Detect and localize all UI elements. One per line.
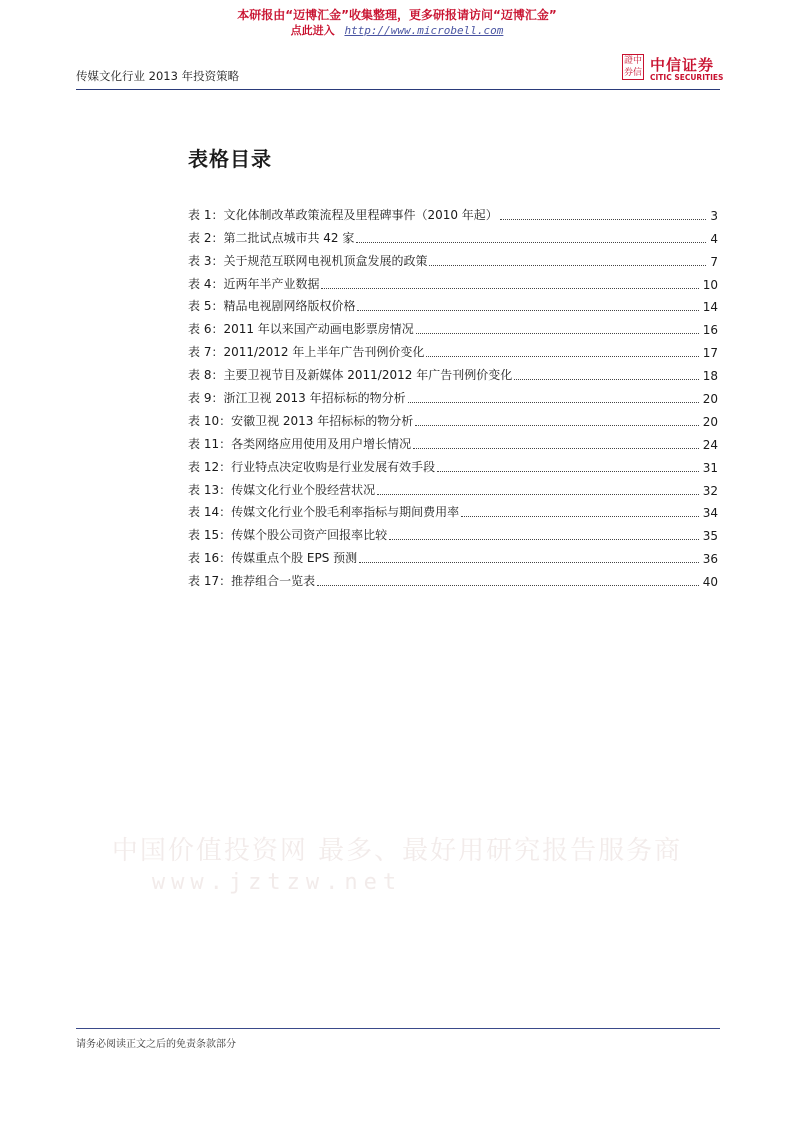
- toc-leader-dots: [317, 585, 699, 586]
- toc-entry[interactable]: [188, 337, 718, 360]
- logo-name-en: CITIC SECURITIES: [650, 73, 724, 82]
- toc-entry-label: 表 3：关于规范互联网电视机顶盒发展的政策: [188, 253, 428, 268]
- toc-leader-dots: [357, 310, 698, 311]
- toc-entry[interactable]: [188, 566, 718, 589]
- toc-entry[interactable]: [188, 498, 718, 521]
- toc-entry-page: 3: [710, 208, 718, 223]
- toc-leader-dots: [416, 333, 699, 334]
- toc-entry-page: 14: [702, 300, 718, 315]
- toc-leader-dots: [321, 288, 698, 289]
- toc-entry-label: 表 10：安徽卫视 2013 年招标标的物分析: [188, 413, 414, 428]
- toc-entry[interactable]: [188, 314, 718, 337]
- toc-entry-label: 表 17：推荐组合一览表: [188, 574, 316, 589]
- toc-leader-dots: [514, 379, 699, 380]
- toc-entry-page: 7: [710, 254, 718, 269]
- toc-entry[interactable]: [188, 292, 718, 315]
- toc-entry-page: 40: [702, 575, 718, 590]
- toc-entry[interactable]: [188, 360, 718, 383]
- toc-entry-page: 16: [702, 323, 718, 338]
- toc-entry-page: 24: [702, 437, 718, 452]
- toc-entry-page: 36: [702, 552, 718, 567]
- report-title: 传媒文化行业 2013 年投资策略: [76, 69, 240, 83]
- toc-entry-label: 表 4：近两年半产业数据: [188, 276, 320, 291]
- toc-leader-dots: [389, 539, 699, 540]
- toc-entry-label: 表 8：主要卫视节目及新媒体 2011/2012 年广告刊例价变化: [188, 368, 513, 383]
- promo-banner-line1: 本研报由“迈博汇金”收集整理，更多研报请访问“迈博汇金”: [237, 8, 557, 22]
- promo-banner-line2: [0, 22, 794, 38]
- watermark-line1: 中国价值投资网 最多、最好用研究报告服务商: [111, 836, 683, 866]
- toc-entry-label: 表 7：2011/2012 年上半年广告刊例价变化: [188, 345, 425, 360]
- toc-leader-dots: [408, 402, 699, 403]
- toc-entry-label: 表 5：精品电视剧网络版权价格: [188, 299, 356, 314]
- toc-entry-label: 表 2：第二批试点城市共 42 家: [188, 230, 355, 245]
- toc-entry-page: 4: [710, 231, 718, 246]
- toc-entry-label: 表 9：浙江卫视 2013 年招标标的物分析: [188, 391, 406, 406]
- promo-prefix: 点此进入: [290, 24, 335, 37]
- toc-entry[interactable]: [188, 429, 718, 452]
- toc-leader-dots: [437, 471, 699, 472]
- table-of-contents: [188, 200, 718, 589]
- toc-entry[interactable]: [188, 520, 718, 543]
- toc-leader-dots: [429, 265, 706, 266]
- toc-entry-page: 18: [702, 369, 718, 384]
- toc-leader-dots: [356, 242, 706, 243]
- toc-entry-label: 表 6：2011 年以来国产动画电影票房情况: [188, 322, 414, 337]
- toc-entry[interactable]: [188, 543, 718, 566]
- toc-entry-page: 17: [702, 346, 718, 361]
- toc-leader-dots: [359, 562, 699, 563]
- logo-name-cn: 中信证券: [650, 56, 715, 74]
- toc-entry[interactable]: [188, 452, 718, 475]
- logo-mark: 證中券信: [623, 56, 642, 78]
- toc-entry-page: 35: [702, 529, 718, 544]
- toc-leader-dots: [426, 356, 698, 357]
- toc-entry-label: 表 1：文化体制改革政策流程及里程碑事件（2010 年起）: [188, 207, 498, 222]
- toc-leader-dots: [377, 494, 699, 495]
- citic-logo: [622, 54, 732, 84]
- toc-leader-dots: [415, 425, 698, 426]
- toc-entry-label: 表 11：各类网络应用使用及用户增长情况: [188, 436, 412, 451]
- toc-entry[interactable]: [188, 200, 718, 223]
- toc-heading: 表格目录: [188, 147, 272, 171]
- toc-leader-dots: [461, 516, 699, 517]
- watermark-line2: www.jztzw.net: [151, 870, 403, 895]
- toc-leader-dots: [413, 448, 699, 449]
- footer-divider: [76, 1028, 720, 1029]
- toc-entry[interactable]: [188, 383, 718, 406]
- toc-entry-page: 20: [702, 414, 718, 429]
- toc-entry[interactable]: [188, 269, 718, 292]
- toc-entry[interactable]: [188, 406, 718, 429]
- toc-entry-label: 表 14：传媒文化行业个股毛利率指标与期间费用率: [188, 505, 460, 520]
- toc-entry-label: 表 15：传媒个股公司资产回报率比较: [188, 528, 388, 543]
- toc-entry-label: 表 13：传媒文化行业个股经营状况: [188, 482, 376, 497]
- toc-entry-page: 31: [702, 460, 718, 475]
- toc-entry-page: 32: [702, 483, 718, 498]
- toc-entry[interactable]: [188, 475, 718, 498]
- toc-entry-page: 20: [702, 392, 718, 407]
- toc-entry[interactable]: [188, 246, 718, 269]
- toc-entry-label: 表 12：行业特点决定收购是行业发展有效手段: [188, 459, 436, 474]
- footer-disclaimer: 请务必阅读正文之后的免责条款部分: [76, 1039, 236, 1050]
- toc-entry[interactable]: [188, 223, 718, 246]
- toc-entry-page: 34: [702, 506, 718, 521]
- header-divider: [76, 89, 720, 90]
- promo-link[interactable]: http://www.microbell.com: [344, 24, 504, 37]
- toc-leader-dots: [500, 219, 707, 220]
- toc-entry-page: 10: [702, 277, 718, 292]
- toc-entry-label: 表 16：传媒重点个股 EPS 预测: [188, 551, 358, 566]
